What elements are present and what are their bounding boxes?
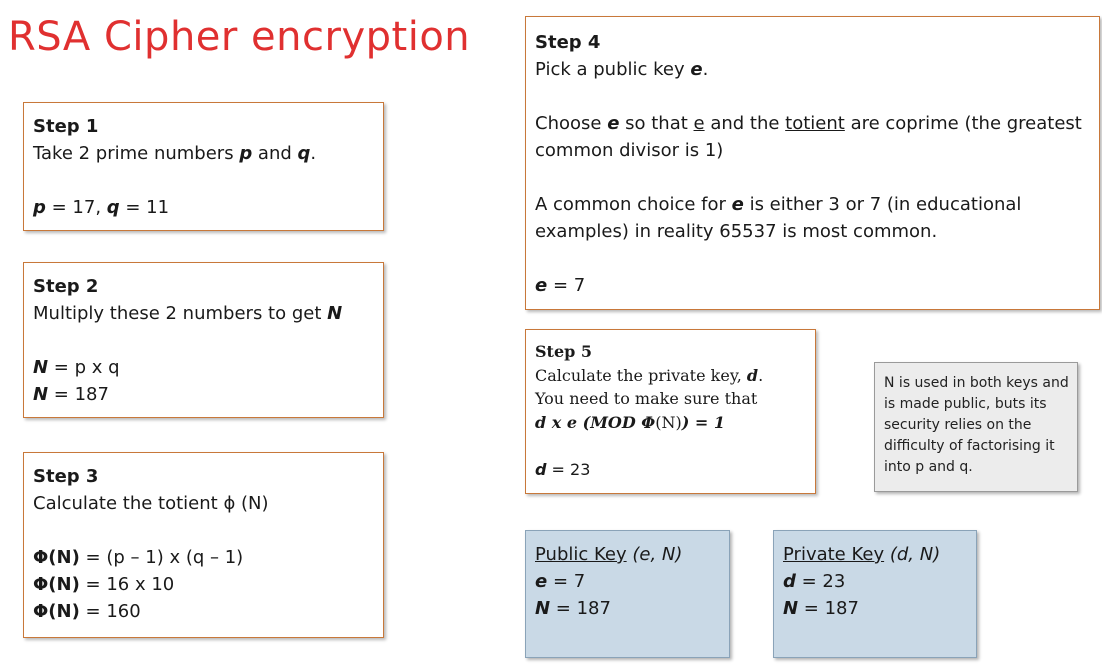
public-key-N [535,595,720,622]
step2-N: N [327,303,343,324]
public-key-label: Public Key [535,544,627,565]
step5-line3 [535,411,806,435]
step5-eq-value: = 23 [546,459,591,479]
step1-q: q [297,143,311,164]
private-key-d-value: = 23 [795,571,846,592]
step3-eq2-label: Φ(N) [33,574,80,595]
step4-period: . [702,59,709,80]
step2-eq1-value: = p x q [48,357,120,378]
step1-line1 [33,140,374,167]
step3-line1: Calculate the totient ϕ (N) [33,493,269,514]
step5-text: Calculate the private key, [535,365,747,385]
step1-values [33,194,374,221]
step1-p: p [239,143,253,164]
public-key-e [535,568,720,595]
step4-e: e [690,59,703,80]
step1-box [23,102,384,231]
step4-p2-c: and the [704,113,786,134]
step4-eq [535,272,1090,299]
public-key-N-label: N [535,598,551,619]
step4-p3-b: is either 3 or 7 (in educational examples) in reality 65537 is most common. [535,194,1022,242]
private-key-box [773,530,977,658]
step5-box [525,329,816,494]
step1-text: Take 2 prime numbers [33,143,240,164]
step1-p-label: p [33,197,46,218]
private-key-N-value: = 187 [798,598,859,619]
private-key-N [783,595,967,622]
public-key-heading [535,541,720,568]
step4-eq-label: e [535,275,548,296]
step5-heading: Step 5 [535,342,593,361]
step4-text: Pick a public key [535,59,691,80]
step5-eq-label: d [535,459,547,479]
public-key-N-value: = 187 [550,598,611,619]
private-key-d-label: d [783,571,796,592]
note-box: N is used in both keys and is made public, buts its security relies on the difficulty of factorising it into p and q. [874,362,1078,492]
step1-and: and [252,143,298,164]
step4-line1 [535,56,1090,83]
step3-eq2-value: = 16 x 10 [79,574,175,595]
private-key-label: Private Key [783,544,885,565]
step4-p2-a: Choose [535,113,608,134]
step2-eq2-label: N [33,384,49,405]
step5-period: . [758,365,764,385]
step4-totient: totient [785,113,845,134]
step2-eq1 [33,354,374,381]
step4-p3-a: A common choice for [535,194,732,215]
step4-p2-d: are coprime (the greatest common divisor is 1) [535,113,1082,161]
page-title: RSA Cipher encryption [8,14,471,60]
step2-box [23,262,384,418]
step4-p2-e-underlined: e [693,113,705,134]
step5-line3-c: ) = 1 [681,412,725,432]
step1-period: . [310,143,317,164]
step1-q-label: q [106,197,120,218]
public-key-box [525,530,730,658]
step2-line1 [33,300,374,327]
step3-heading: Step 3 [33,466,99,487]
step3-box [23,452,384,638]
step2-text: Multiply these 2 numbers to get [33,303,328,324]
step3-eq1 [33,544,374,571]
step2-eq1-label: N [33,357,49,378]
private-key-heading [783,541,967,568]
step1-q-value: = 11 [119,197,170,218]
step5-line3-b: (N) [655,412,682,432]
step4-box [525,16,1100,310]
step4-eq-value: = 7 [547,275,586,296]
step4-p2-b: so that [619,113,694,134]
step5-line3-a: d x e (MOD Φ [535,412,656,432]
step1-p-value: = 17, [45,197,107,218]
step4-p2-e: e [607,113,620,134]
step2-heading: Step 2 [33,276,99,297]
private-key-d [783,568,967,595]
step4-choose-paragraph [535,110,1090,164]
step3-eq3 [33,598,374,625]
step2-eq2 [33,381,374,408]
step4-common-choice [535,191,1090,245]
private-key-params: (d, N) [884,544,941,565]
public-key-params: (e, N) [626,544,683,565]
step2-eq2-value: = 187 [48,384,109,405]
public-key-e-value: = 7 [547,571,586,592]
step4-p3-e: e [731,194,744,215]
step3-eq1-value: = (p – 1) x (q – 1) [79,547,244,568]
step3-eq3-label: Φ(N) [33,601,80,622]
step5-line1 [535,364,806,388]
step3-eq3-value: = 160 [79,601,141,622]
step5-eq [535,458,806,482]
step1-heading: Step 1 [33,116,99,137]
step5-d: d [746,365,759,385]
private-key-N-label: N [783,598,799,619]
public-key-e-label: e [535,571,548,592]
step3-eq2 [33,571,374,598]
step4-heading: Step 4 [535,32,601,53]
step5-line2: You need to make sure that [535,389,758,408]
step3-eq1-label: Φ(N) [33,547,80,568]
